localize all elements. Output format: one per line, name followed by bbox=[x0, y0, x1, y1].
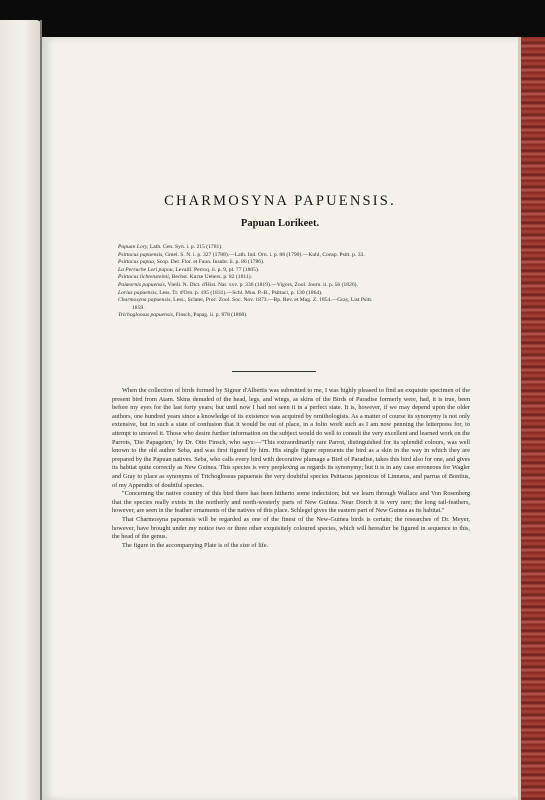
paragraph: That Charmosyna papuensis will be regarded as one of the finest of the New-Guinea birds is certain; the researches of Dr. Meyer, however, have brought under my notice two or three other exquisitely coloured species, which will hereafter be figured in sequence to this, the head of the genus. bbox=[112, 515, 470, 541]
synonymy-entry: Trichoglossus papuensis, Finsch, Papag. ii. p. 878 (1868). bbox=[118, 312, 248, 319]
paragraph: "Concerning the native country of this bird there has been hitherto some indecision; but we learn through Wallace and Von Rosenberg that the species really exists in the northerly and north-westerly parts of New Guinea. Near Dorch it is very rare; the long tail-feathers, however, are seen in the feather ornaments of the natives of this place. Schlegel gives the eastern part of New Guinea as its habitat." bbox=[112, 490, 470, 515]
paragraph: When the collection of birds formed by Signor d'Albertis was submitted to me, I was highly pleased to find an exquisite specimen of the present bird from Atam. Skins denuded of the head, legs, and wings, as skins of the Birds of Paradise formerly were, had, it is true, been before my eyes for the last forty years; but until now I had not seen it in a perfect state. It is, however, if we may depend upon the older authors, one hundred years since a knowledge of its existence was acquired by ornithologists. As a matter of course its synonymy is not only extensive, but in such a state of confusion that it would be out of place, in a folio work such as I am now penning the letterpress for, to attempt to unravel it. Those who desire further information on the subject would do well to consult the very excellent and learned work on the Parrots, 'Die Papageien,' by Dr. Otto Finsch, who says:—"This extraordinarily rare Parrot, distinguished for its splendid colours, was well known to the old author Seba, and was first figured by him. His single figure represents the bird as a skin in the way in which they are prepared by the Papuan natives. Seba, who calls every bird with decorative plumage a Bird of Paradise, takes this bird also for one, and gives its habitat quite correctly as New Guinea. This species is very perplexing as regards its synonymy; but it is in any case erroneous for Wagler and Gray to place as synonyms of Trichoglossus papuensis the very doubtful species Psittacus japonicus of Linnæus, and parrua of Bontius, of my Appendix of doubtful species. bbox=[112, 387, 470, 489]
synonymy-entry: Papuan Lory, Lath. Gen. Syn. i. p. 215 (1781). bbox=[118, 244, 223, 250]
synonymy-entry: Lorius papuensis, Less. Tr. d'Orn. p. 195 (1831).—Schl. Mus. P.-B., Psittaci, p. 130 (1864). bbox=[118, 289, 323, 296]
section-divider bbox=[232, 371, 316, 372]
synonymy-entry: Psittacus papuensis, Gmel. S. N. i. p. 327 (1788).—Lath. Ind. Orn. i. p. 88 (1790).—Kuhl, Consp. Psitt. p. 33. bbox=[118, 251, 365, 258]
synonymy-entry: Charmosyna papuensis, Less., Sclater, Proc. Zool. Soc. Nov. 1873.—Bp. Rev. et Mag. Z. 1854.—Gray, List Psitt. bbox=[118, 297, 373, 304]
synonymy-entry: Psittacus papua, Scop. Del. Flor. et Faun. Insubr. ii. p. 86 (1786). bbox=[118, 259, 265, 266]
marbled-page-edge bbox=[518, 37, 545, 800]
synonymy-list bbox=[118, 244, 468, 320]
synonymy-entry: La Perruche Lori papou, Levaill. Perroq. ii. p. 9, pl. 77 (1805). bbox=[118, 266, 260, 273]
body-text bbox=[112, 387, 470, 550]
synonymy-entry: Palæornis papuensis, Vieill. N. Dict. d'Hist. Nat. xxv. p. 336 (1819).—Vigors, Zool. Journ. ii. p. 56 (1826). bbox=[118, 281, 358, 288]
page-title: CHARMOSYNA PAPUENSIS. bbox=[164, 193, 396, 209]
synonymy-entry: Psittacus lichtensteinii, Bechst. Kurze Uebers. p. 82 (1811). bbox=[118, 274, 253, 281]
page-subtitle: Papuan Lorikeet. bbox=[240, 218, 320, 229]
synonymy-continuation: 1859. bbox=[132, 304, 145, 311]
paragraph: The figure in the accompanying Plate is of the size of life. bbox=[122, 541, 269, 549]
adjacent-page-edge bbox=[0, 20, 42, 800]
